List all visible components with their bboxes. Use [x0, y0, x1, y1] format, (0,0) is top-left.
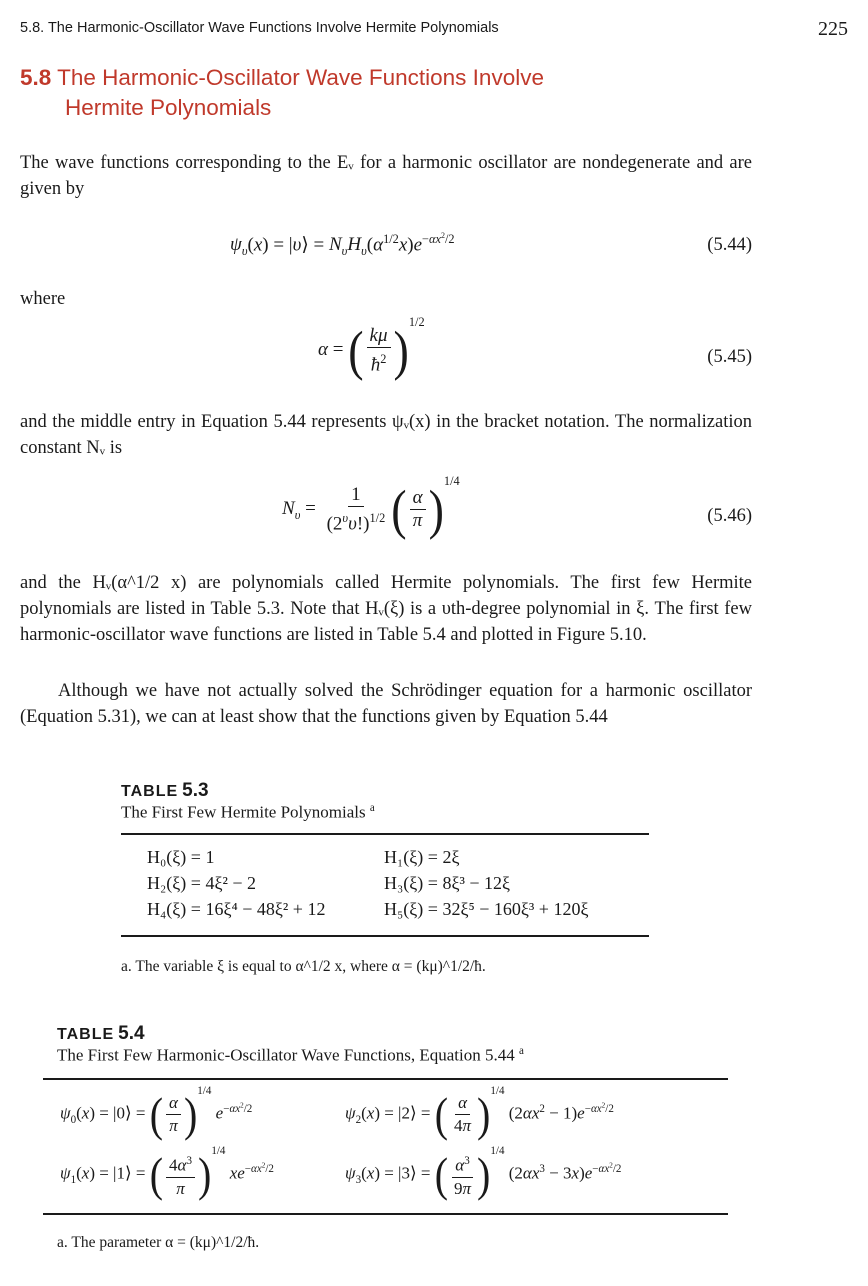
hermite-h2: H₂(ξ) = 4ξ² − 2: [147, 873, 257, 893]
equation-number-5-46: (5.46): [707, 506, 752, 526]
equation-number-5-44: (5.44): [707, 235, 752, 255]
table-5-3-col2: [384, 844, 589, 922]
hermite-h5: H₅(ξ) = 32ξ⁵ − 160ξ³ + 120ξ: [384, 899, 589, 919]
hermite-h0: H₀(ξ) = 1: [147, 847, 215, 867]
table-5-4-title: [57, 1023, 145, 1045]
table-label: TABLE: [121, 783, 179, 800]
section-heading: [20, 63, 544, 123]
table-number: 5.4: [118, 1023, 145, 1044]
equation-5-45: α = ( $\frac{k\mu}{ħ^2}$ )$^{1/2}$: [318, 314, 425, 381]
paragraph-schrodinger: Although we have not actually solved the Schrödinger equation for a harmonic oscillator (Equation 5.31), we can at least show that the functions given by Equation 5.44: [20, 681, 752, 727]
table-5-4-footnote: a. The parameter α = (kμ)^1/2/ħ.: [57, 1234, 260, 1251]
table-5-3-title: [121, 780, 209, 802]
equation-5-46: $N_\upsilon$ = $\frac{1}{(2^\upsilon\upsilon!)^{1/2}}$ ( $\frac{\alpha}{\pi}$ )$^{1/4}$: [282, 473, 460, 540]
section-number: 5.8: [20, 65, 52, 90]
paragraph-intro: The wave functions corresponding to the Eᵥ for a harmonic oscillator are nondegenerate and are given by: [20, 153, 752, 199]
equation-5-44: $\psi_\upsilon(x)$ = |υ⟩ = $N_\upsilon H_\upsilon(\alpha^{1/2}x)e^{-\alpha x^2/2}$: [230, 231, 455, 259]
wavefunction-psi2: $\psi_2(x)$ = |2⟩ = ( $\frac{\alpha}{4\pi}$ )$^{1/4}$ $(2\alpha x^2 - 1)e^{-\alpha x^2/2}$: [345, 1084, 614, 1141]
running-header: 5.8. The Harmonic-Oscillator Wave Functions Involve Hermite Polynomials: [20, 20, 499, 36]
table-number: 5.3: [182, 780, 209, 801]
wavefunction-psi3: $\psi_3(x)$ = |3⟩ = ( $\frac{\alpha^3}{9\pi}$ )$^{1/4}$ $(2\alpha x^3 - 3x)e^{-\alpha x^2/2}$: [345, 1145, 622, 1202]
table-5-4-caption: [57, 1045, 524, 1066]
hermite-h3: H₃(ξ) = 8ξ³ − 12ξ: [384, 873, 511, 893]
table-label: TABLE: [57, 1026, 115, 1043]
page-number: 225: [818, 18, 848, 40]
hermite-h4: H₄(ξ) = 16ξ⁴ − 48ξ² + 12: [147, 899, 326, 919]
footnote-marker: a: [518, 1045, 524, 1057]
table-5-4-bottom-rule: [43, 1213, 728, 1215]
equation-number-5-45: (5.45): [707, 347, 752, 367]
section-title-line2: Hermite Polynomials: [65, 95, 272, 120]
where-text: where: [20, 289, 66, 309]
table-5-3-top-rule: [121, 833, 649, 835]
table-5-3-footnote: a. The variable ξ is equal to α^1/2 x, where α = (kμ)^1/2/ħ.: [121, 958, 486, 975]
paragraph-normalization: and the middle entry in Equation 5.44 represents ψᵥ(x) in the bracket notation. The normalization constant Nᵥ is: [20, 412, 752, 458]
table-5-3-bottom-rule: [121, 935, 649, 937]
hermite-h1: H₁(ξ) = 2ξ: [384, 847, 460, 867]
paragraph-hermite: and the Hᵥ(α^1/2 x) are polynomials called Hermite polynomials. The first few Hermite polynomials are listed in Table 5.3. Note that Hᵥ(ξ) is a υth-degree polynomial in ξ. The first few harmonic-oscillator wave functions are listed in Table 5.4 and plotted in Figure 5.10.: [20, 573, 752, 645]
section-title-line1: The Harmonic-Oscillator Wave Functions Involve: [57, 65, 544, 90]
table-5-3-col1: [147, 844, 325, 922]
wavefunction-psi0: $\psi_0(x)$ = |0⟩ = ( $\frac{\alpha}{\pi}$ )$^{1/4}$ $e^{-\alpha x^2/2}$: [60, 1084, 253, 1141]
table-5-4-top-rule: [43, 1078, 728, 1080]
table-5-3-caption: [121, 802, 375, 823]
wavefunction-psi1: $\psi_1(x)$ = |1⟩ = ( $\frac{4\alpha^3}{\pi}$ )$^{1/4}$ $xe^{-\alpha x^2/2}$: [60, 1145, 274, 1202]
caption-text: The First Few Hermite Polynomials: [121, 802, 366, 822]
caption-text: The First Few Harmonic-Oscillator Wave Functions, Equation 5.44: [57, 1045, 515, 1065]
footnote-marker: a: [369, 802, 375, 814]
